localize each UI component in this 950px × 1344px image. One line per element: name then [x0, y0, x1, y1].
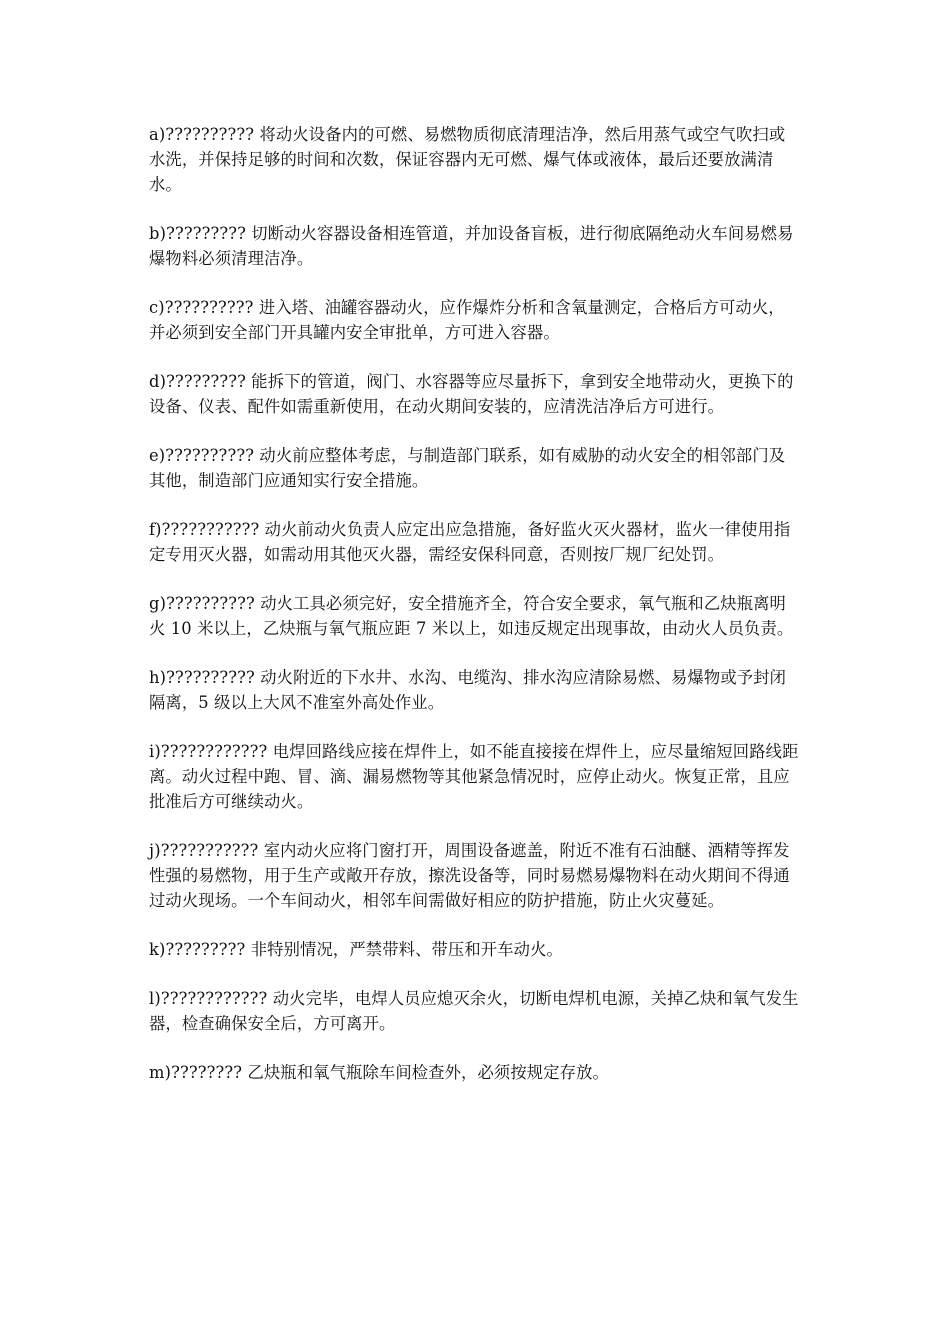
- rule-item-m: m)???????? 乙炔瓶和氧气瓶除车间检查外，必须按规定存放。: [149, 1063, 609, 1082]
- rule-item-i: i)???????????? 电焊回路线应接在焊件上，如不能直接接在焊件上，应尽量缩短回路线距离。动火过程中跑、冒、滴、漏易燃物等其他紧急情况时，应停止动火。恢复正常，且应批准后方可继续动火。: [149, 742, 799, 811]
- document-page: [149, 122, 801, 1109]
- rule-item-d: d)????????? 能拆下的管道，阀门、水容器等应尽量拆下，拿到安全地带动火，更换下的设备、仪表、配件如需重新使用，在动火期间安装的，应清洗洁净后方可进行。: [149, 372, 794, 416]
- rule-item-b: b)????????? 切断动火容器设备相连管道，并加设备盲板，进行彻底隔绝动火车间易燃易爆物料必须清理洁净。: [149, 224, 794, 268]
- rule-item-a: a)?????????? 将动火设备内的可燃、易燃物质彻底清理洁净，然后用蒸气或空气吹扫或水洗，并保持足够的时间和次数，保证容器内无可燃、爆气体或液体，最后还要放满清水。: [149, 125, 786, 194]
- rule-item-j: j)??????????? 室内动火应将门窗打开，周围设备遮盖，附近不准有石油醚、酒精等挥发性强的易燃物，用于生产或敞开存放，擦洗设备等，同时易燃易爆物料在动火期间不得通过动火现场。一个车间动火，相邻车间需做好相应的防护措施，防止火灾蔓延。: [149, 841, 790, 910]
- rule-item-h: h)?????????? 动火附近的下水井、水沟、电缆沟、排水沟应清除易燃、易爆物或予封闭隔离，5 级以上大风不准室外高处作业。: [149, 668, 787, 712]
- rule-item-k: k)????????? 非特别情况，严禁带料、带压和开车动火。: [149, 940, 563, 959]
- rule-item-l: l)???????????? 动火完毕，电焊人员应熄灭余火，切断电焊机电源，关掉乙炔和氧气发生器，检查确保安全后，方可离开。: [149, 989, 799, 1033]
- rule-item-f: f)??????????? 动火前动火负责人应定出应急措施，备好监火灭火器材，监火一律使用指定专用灭火器，如需动用其他灭火器，需经安保科同意，否则按厂规厂纪处罚。: [149, 520, 791, 564]
- rule-item-c: c)?????????? 进入塔、油罐容器动火，应作爆炸分析和含氧量测定，合格后方可动火，并必须到安全部门开具罐内安全审批单，方可进入容器。: [149, 298, 785, 342]
- rule-item-e: e)?????????? 动火前应整体考虑，与制造部门联系，如有威胁的动火安全的相邻部门及其他，制造部门应通知实行安全措施。: [149, 446, 786, 490]
- rule-item-g: g)?????????? 动火工具必须完好，安全措施齐全，符合安全要求，氧气瓶和乙炔瓶离明火 10 米以上，乙炔瓶与氧气瓶应距 7 米以上，如违反规定出现事故，由动火人员负责。: [149, 594, 794, 638]
